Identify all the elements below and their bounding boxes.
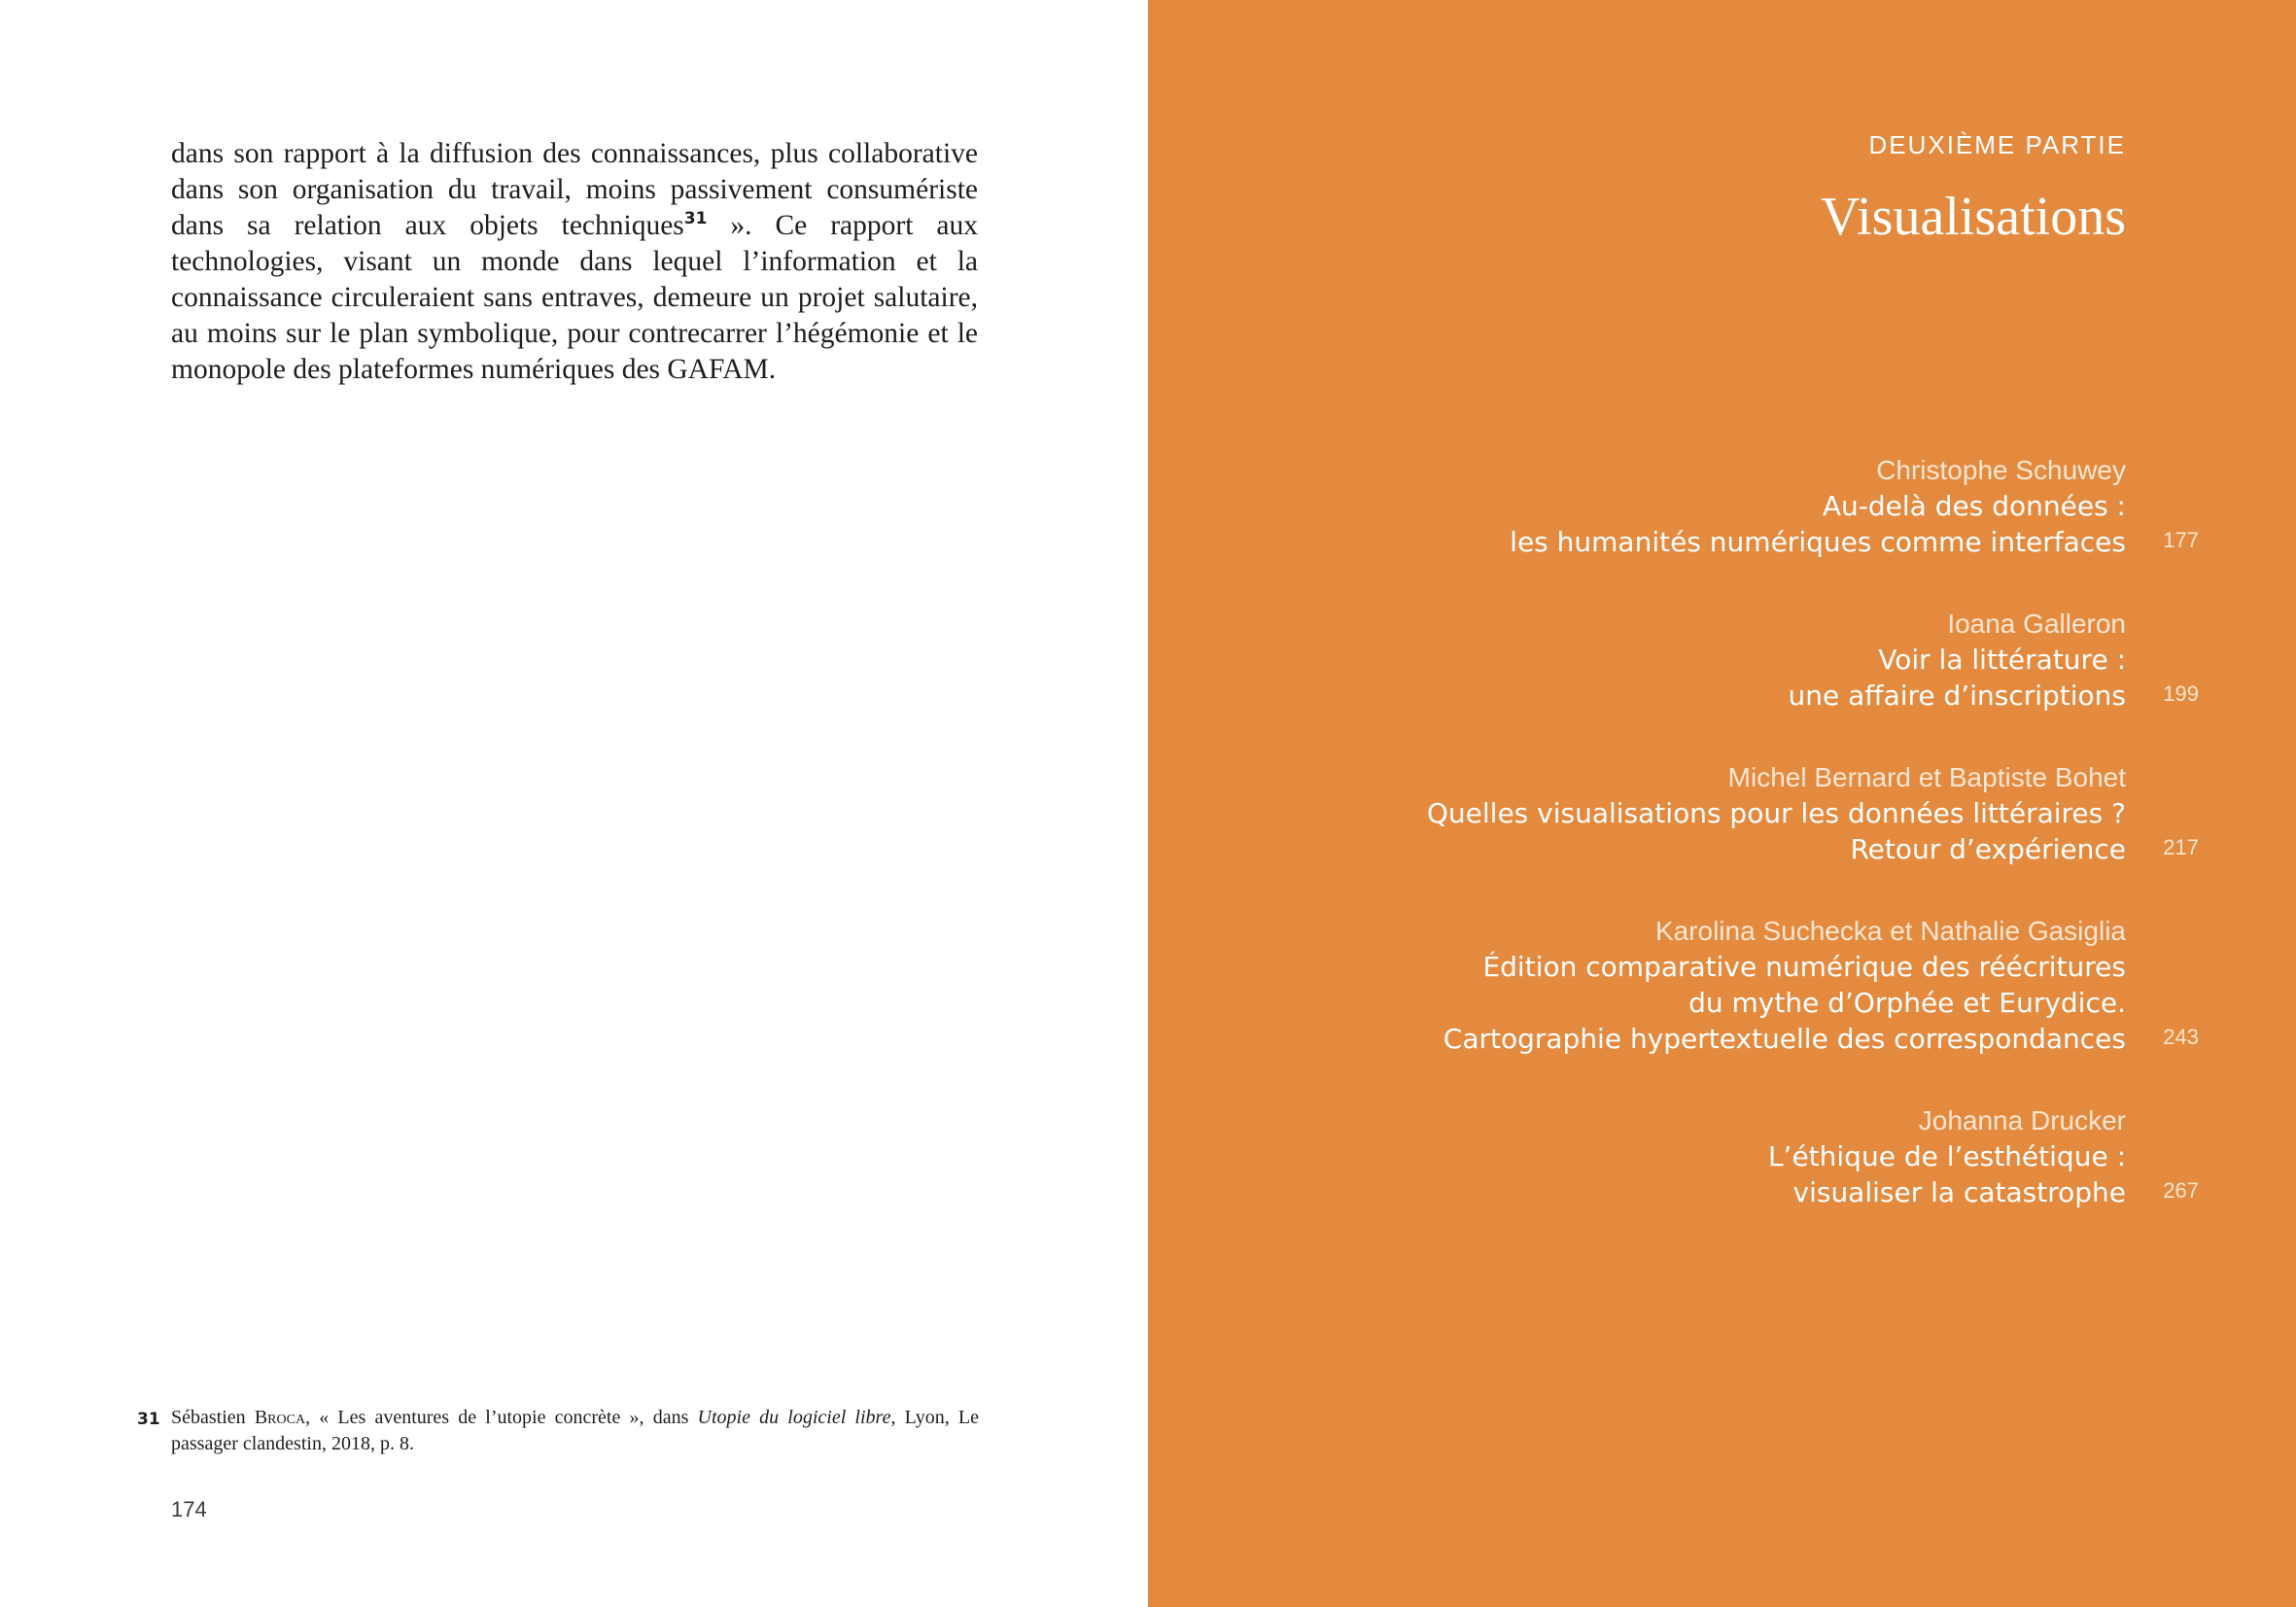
toc-title-line-text: les humanités numériques comme interfaces — [1510, 526, 2126, 558]
body-paragraph — [171, 136, 978, 388]
toc-title-line: du mythe d’Orphée et Eurydice. — [1688, 987, 2126, 1019]
toc-author: Ioana Galleron — [1947, 609, 2126, 639]
footnote-text-after: , Lyon, Le passager clandestin, 2018, p. 8. — [171, 1407, 980, 1454]
toc-title-line: Quelles visualisations pour les données littéraires ? — [1426, 797, 2126, 829]
toc-title-line-text: visualiser la catastrophe — [1792, 1176, 2126, 1208]
page-number: 174 — [171, 1497, 207, 1521]
toc-entry[interactable] — [1148, 1102, 2296, 1210]
toc-title-line: Édition comparative numérique des réécritures — [1482, 951, 2126, 983]
toc-author: Christophe Schuwey — [1876, 455, 2126, 485]
toc-title-line: L’éthique de l’esthétique : — [1767, 1140, 2126, 1172]
footnote — [137, 1405, 979, 1457]
part-title: Visualisations — [1821, 187, 2126, 247]
toc-author: Karolina Suchecka et Nathalie Gasiglia — [1654, 916, 2126, 946]
toc-title-line — [1148, 524, 2296, 560]
toc-title-line-text: une affaire d’inscriptions — [1788, 680, 2126, 712]
table-of-contents — [1148, 452, 2296, 1256]
toc-entry[interactable] — [1148, 913, 2296, 1057]
toc-page-number: 267 — [2163, 1178, 2199, 1203]
toc-page-number: 217 — [2163, 835, 2199, 859]
right-page — [1148, 0, 2296, 1607]
toc-page-number: 199 — [2163, 681, 2199, 706]
toc-title-line — [1148, 1021, 2296, 1057]
toc-entry[interactable] — [1148, 452, 2296, 560]
toc-title-line — [1148, 831, 2296, 867]
footnote-author-first: Sébastien — [171, 1407, 255, 1428]
toc-author: Johanna Drucker — [1918, 1105, 2126, 1135]
paragraph-part2: ». Ce rapport aux technologies, visant un monde dans lequel l’information et la connaissance circuleraient sans entraves, demeure un projet salutaire, au moins sur le plan symbolique, pour contrecarrer l’hégémonie et le monopole des plateformes numériques des GAFAM. — [171, 210, 978, 385]
toc-entry[interactable] — [1148, 759, 2296, 867]
footnote-reference[interactable]: 31 — [683, 209, 708, 229]
toc-title-line: Voir la littérature : — [1878, 644, 2126, 676]
paragraph-part1: dans son rapport à la diffusion des connaissances, plus collaborative dans son organisation du travail, moins passivement consumériste dans sa relation aux objets techniques — [171, 138, 978, 241]
footnote-number: 31 — [137, 1410, 160, 1429]
footnote-text-before: , « Les aventures de l’utopie concrète », dans — [305, 1407, 698, 1428]
footnote-author-last: Broca — [254, 1407, 306, 1428]
footnote-book-title: Utopie du logiciel libre — [697, 1407, 891, 1428]
toc-title-line — [1148, 1174, 2296, 1210]
part-label: DEUXIÈME PARTIE — [1868, 130, 2126, 159]
toc-title-line: Au-delà des données : — [1822, 490, 2126, 522]
toc-page-number: 177 — [2163, 528, 2199, 552]
toc-title-line — [1148, 678, 2296, 714]
toc-page-number: 243 — [2163, 1025, 2199, 1049]
toc-author: Michel Bernard et Baptiste Bohet — [1727, 762, 2126, 792]
toc-entry[interactable] — [1148, 606, 2296, 714]
toc-title-line-text: Cartographie hypertextuelle des correspondances — [1443, 1023, 2126, 1055]
footnote-body — [171, 1405, 979, 1457]
toc-title-line-text: Retour d’expérience — [1850, 833, 2126, 865]
